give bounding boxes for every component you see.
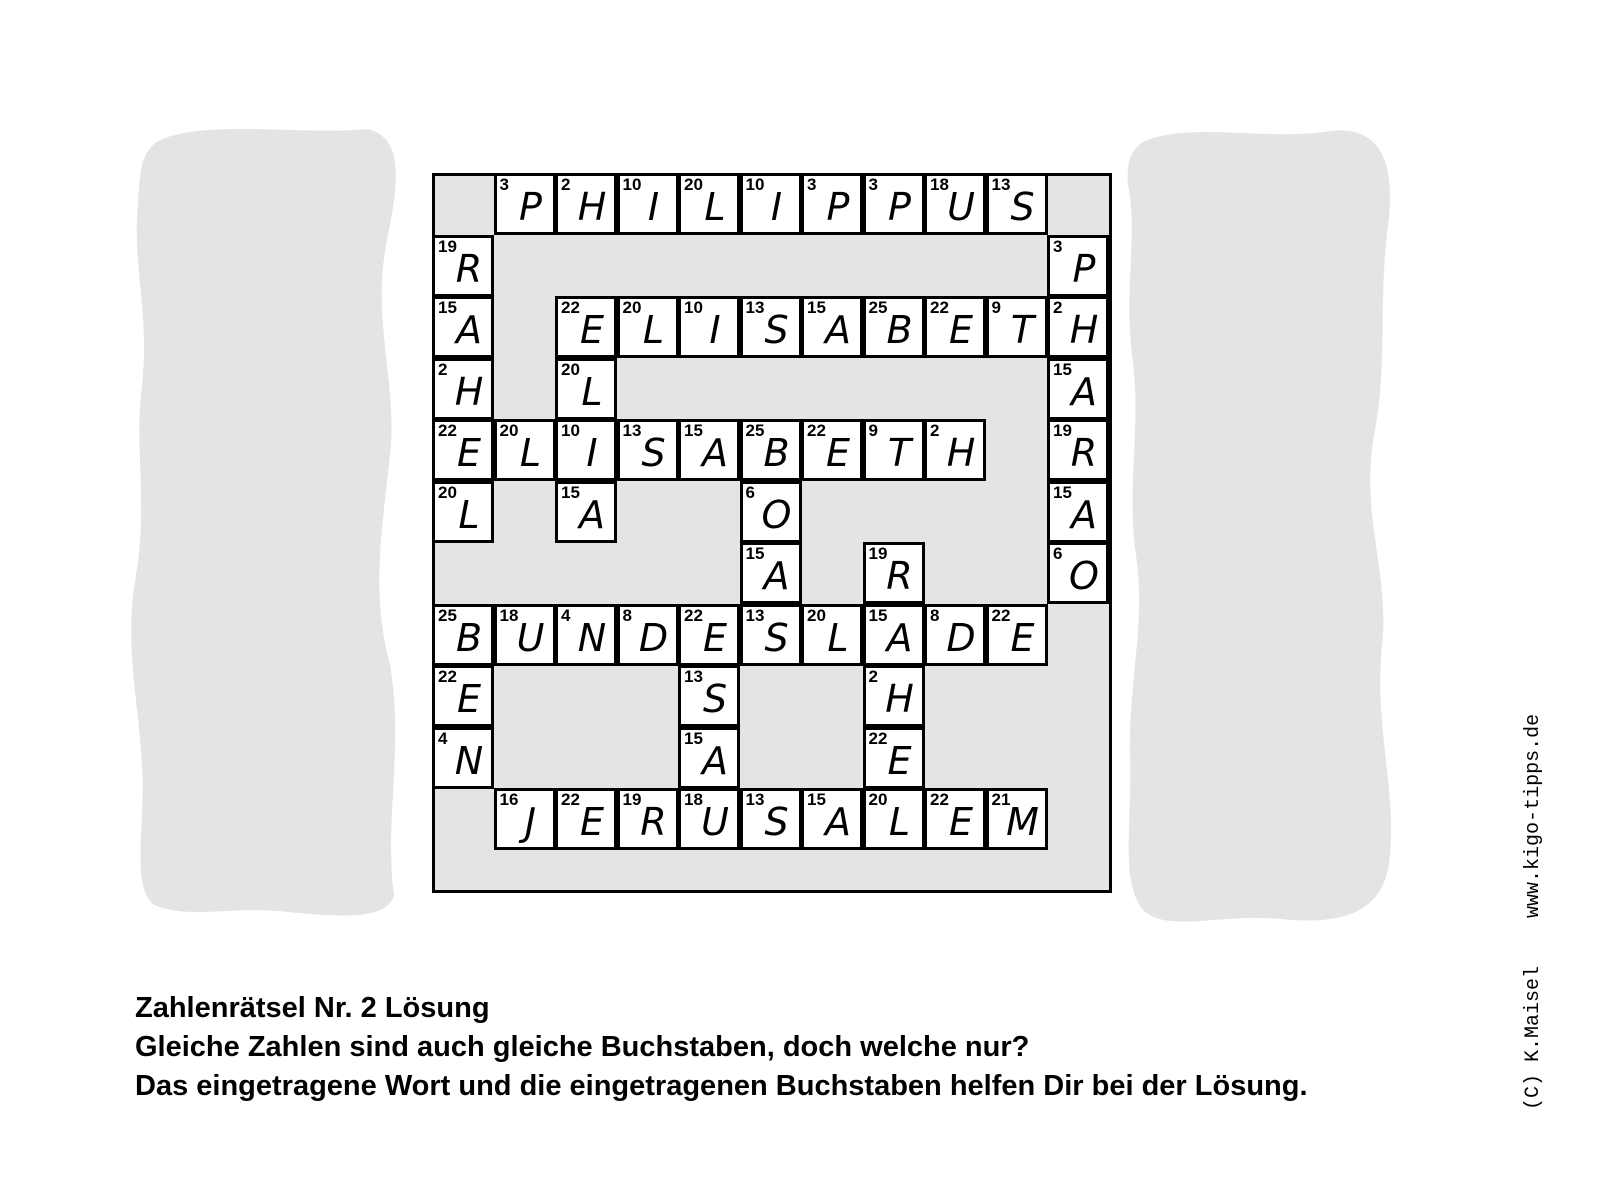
- cell-letter: O: [761, 492, 792, 537]
- cell-letter: P: [826, 185, 850, 229]
- cell-number: 3: [1053, 236, 1063, 256]
- crossword-cell: [863, 788, 925, 850]
- cell-number: 10: [561, 421, 580, 440]
- crossword-cell: [555, 173, 617, 235]
- crossword-cell: [678, 604, 740, 666]
- crossword-cell: [432, 481, 494, 543]
- cell-letter: A: [825, 308, 851, 352]
- cell-letter: A: [1071, 492, 1097, 537]
- cell-number: 15: [868, 605, 888, 625]
- puzzle-title: Zahlenrätsel Nr. 2 Lösung: [135, 992, 490, 1024]
- crossword-cell: [863, 665, 925, 727]
- cell-number: 19: [868, 544, 888, 563]
- cell-letter: L: [581, 369, 603, 414]
- cell-number: 25: [745, 421, 765, 440]
- crossword-cell: [432, 727, 494, 789]
- cell-letter: D: [946, 615, 976, 660]
- cell-letter: N: [454, 738, 484, 783]
- crossword-cell: [678, 173, 740, 235]
- cell-number: 15: [684, 728, 703, 748]
- cell-letter: T: [887, 431, 912, 475]
- cell-number: 9: [868, 421, 878, 440]
- cell-letter: E: [456, 677, 481, 721]
- crossword-cell: [1047, 481, 1109, 543]
- crossword-cell: [986, 788, 1048, 850]
- cell-number: 22: [561, 298, 580, 317]
- crossword-cell: [801, 173, 863, 235]
- cell-number: 15: [745, 544, 765, 563]
- cell-number: 13: [991, 175, 1011, 194]
- cell-letter: M: [1006, 800, 1039, 844]
- cell-letter: E: [456, 431, 481, 475]
- cell-number: 20: [807, 605, 826, 625]
- crossword-cell: [1047, 235, 1109, 297]
- cell-letter: U: [516, 615, 545, 660]
- cell-number: 4: [561, 605, 571, 625]
- cell-number: 15: [807, 298, 826, 317]
- crossword-cell: [924, 419, 986, 481]
- cell-number: 10: [622, 175, 642, 194]
- crossword-cell: [1047, 542, 1109, 604]
- crossword-cell: [863, 173, 925, 235]
- cell-letter: A: [886, 615, 913, 660]
- crossword-cell: [863, 296, 925, 358]
- cell-number: 2: [438, 359, 448, 379]
- cell-letter: E: [579, 308, 604, 352]
- cell-letter: N: [577, 615, 607, 660]
- cell-letter: E: [948, 800, 973, 844]
- cell-number: 3: [499, 175, 509, 194]
- cell-letter: R: [886, 554, 913, 598]
- crossword-cell: [432, 604, 494, 666]
- crossword-cell: [801, 296, 863, 358]
- cell-number: 20: [684, 175, 703, 194]
- crossword-grid: [432, 173, 1112, 893]
- cell-letter: J: [524, 800, 537, 844]
- website-credit: www.kigo-tipps.de: [1522, 713, 1545, 918]
- crossword-cell: [678, 727, 740, 789]
- cell-letter: L: [458, 492, 480, 537]
- cell-letter: E: [579, 800, 604, 844]
- crossword-cell: [1047, 358, 1109, 420]
- crossword-cell: [494, 604, 556, 666]
- cell-letter: L: [888, 800, 911, 844]
- crossword-cell: [617, 419, 679, 481]
- crossword-cell: [432, 296, 494, 358]
- crossword-cell: [432, 358, 494, 420]
- cell-letter: U: [947, 185, 975, 229]
- cell-letter: I: [770, 185, 783, 229]
- crossword-cell: [678, 296, 740, 358]
- crossword-cell: [555, 296, 617, 358]
- cell-number: 15: [684, 421, 703, 440]
- crossword-cell: [494, 788, 556, 850]
- cell-letter: E: [702, 615, 727, 660]
- cell-number: 6: [1053, 544, 1063, 563]
- cell-number: 22: [438, 667, 457, 686]
- cell-number: 10: [684, 298, 703, 317]
- cell-number: 20: [622, 298, 642, 317]
- cell-letter: S: [1010, 185, 1035, 229]
- crossword-cell: [555, 358, 617, 420]
- cell-number: 8: [622, 605, 632, 625]
- cell-letter: D: [638, 615, 669, 660]
- cell-number: 15: [1053, 482, 1072, 502]
- cell-number: 20: [438, 482, 457, 502]
- crossword-cell: [494, 419, 556, 481]
- crossword-cell: [740, 419, 802, 481]
- cell-number: 15: [438, 298, 457, 317]
- cell-number: 10: [745, 175, 765, 194]
- cell-number: 19: [622, 790, 642, 809]
- cell-number: 2: [868, 667, 878, 686]
- cell-number: 22: [930, 298, 949, 317]
- cell-number: 9: [991, 298, 1001, 317]
- cell-letter: E: [948, 308, 973, 352]
- right-decor-blob: [1120, 125, 1400, 935]
- crossword-cell: [986, 173, 1048, 235]
- cell-letter: A: [702, 431, 728, 475]
- cell-number: 16: [499, 790, 519, 809]
- crossword-cell: [740, 296, 802, 358]
- instruction-line-1: Gleiche Zahlen sind auch gleiche Buchstaben, doch welche nur?: [135, 1031, 1030, 1063]
- crossword-cell: [494, 173, 556, 235]
- left-decor-blob: [128, 125, 408, 925]
- crossword-cell: [863, 419, 925, 481]
- cell-number: 20: [499, 421, 519, 440]
- cell-number: 25: [868, 298, 888, 317]
- crossword-cell: [924, 788, 986, 850]
- cell-letter: P: [519, 185, 542, 229]
- crossword-cell: [924, 173, 986, 235]
- crossword-cell: [924, 296, 986, 358]
- cell-number: 15: [807, 790, 826, 809]
- cell-letter: S: [702, 677, 728, 721]
- cell-number: 25: [438, 605, 457, 625]
- crossword-cell: [740, 173, 802, 235]
- author-credit: (C) K.Maisel: [1522, 965, 1545, 1110]
- cell-number: 19: [438, 236, 457, 256]
- cell-number: 13: [622, 421, 642, 440]
- cell-number: 18: [684, 790, 703, 809]
- cell-letter: A: [579, 492, 605, 537]
- cell-letter: T: [1010, 308, 1035, 352]
- crossword-cell: [555, 788, 617, 850]
- cell-letter: B: [763, 431, 790, 475]
- cell-letter: H: [577, 185, 607, 229]
- cell-number: 22: [868, 728, 888, 748]
- crossword-cell: [740, 481, 802, 543]
- cell-number: 22: [561, 790, 580, 809]
- instruction-line-2: Das eingetragene Wort und die eingetragenen Buchstaben helfen Dir bei der Lösung.: [135, 1070, 1308, 1102]
- cell-number: 3: [807, 175, 817, 194]
- cell-number: 18: [930, 175, 949, 194]
- cell-letter: E: [1010, 615, 1035, 660]
- crossword-cell: [617, 173, 679, 235]
- cell-number: 13: [745, 298, 765, 317]
- cell-number: 13: [745, 605, 765, 625]
- copyright-credit: [1522, 714, 1545, 1110]
- crossword-cell: [740, 542, 802, 604]
- crossword-cell: [801, 604, 863, 666]
- cell-number: 6: [745, 482, 755, 502]
- cell-letter: S: [764, 800, 789, 844]
- cell-letter: H: [946, 431, 976, 475]
- cell-number: 13: [684, 667, 703, 686]
- cell-letter: L: [704, 185, 726, 229]
- crossword-cell: [1047, 296, 1109, 358]
- crossword-cell: [432, 419, 494, 481]
- crossword-cell: [863, 604, 925, 666]
- cell-number: 15: [1053, 359, 1072, 379]
- cell-letter: P: [888, 185, 911, 229]
- cell-number: 22: [438, 421, 457, 440]
- cell-number: 15: [561, 482, 580, 502]
- crossword-cell: [678, 419, 740, 481]
- cell-letter: I: [647, 185, 660, 229]
- cell-number: 18: [499, 605, 519, 625]
- cell-letter: R: [1070, 431, 1098, 475]
- cell-letter: A: [825, 800, 851, 844]
- crossword-cell: [1047, 419, 1109, 481]
- cell-number: 22: [930, 790, 949, 809]
- cell-number: 20: [561, 359, 580, 379]
- cell-letter: H: [885, 677, 914, 721]
- cell-letter: H: [1069, 308, 1099, 352]
- cell-letter: R: [640, 800, 667, 844]
- crossword-cell: [555, 419, 617, 481]
- cell-number: 22: [684, 605, 703, 625]
- cell-letter: A: [763, 554, 790, 598]
- cell-letter: U: [701, 800, 729, 844]
- crossword-cell: [678, 788, 740, 850]
- cell-number: 4: [438, 728, 448, 748]
- crossword-cell: [617, 604, 679, 666]
- cell-number: 22: [807, 421, 826, 440]
- crossword-cell: [924, 604, 986, 666]
- cell-number: 2: [1053, 298, 1063, 317]
- cell-letter: S: [641, 431, 666, 475]
- cell-letter: R: [455, 246, 483, 291]
- cell-letter: E: [887, 738, 912, 783]
- cell-letter: A: [456, 308, 482, 352]
- cell-number: 8: [930, 605, 940, 625]
- cell-letter: A: [1071, 369, 1097, 414]
- cell-letter: S: [764, 615, 789, 660]
- cell-letter: O: [1069, 554, 1099, 598]
- crossword-cell: [986, 604, 1048, 666]
- cell-letter: L: [642, 308, 665, 352]
- crossword-cell: [432, 665, 494, 727]
- crossword-cell: [740, 604, 802, 666]
- crossword-cell: [678, 665, 740, 727]
- cell-letter: I: [709, 308, 721, 352]
- cell-letter: L: [827, 615, 849, 660]
- crossword-cell: [555, 481, 617, 543]
- cell-letter: B: [455, 615, 483, 660]
- cell-letter: B: [886, 308, 913, 352]
- cell-number: 13: [745, 790, 765, 809]
- cell-letter: P: [1072, 246, 1096, 291]
- cell-number: 2: [561, 175, 571, 194]
- cell-number: 3: [868, 175, 878, 194]
- cell-letter: S: [764, 308, 789, 352]
- cell-letter: L: [519, 431, 542, 475]
- cell-number: 21: [991, 790, 1011, 809]
- cell-number: 22: [991, 605, 1011, 625]
- crossword-cell: [801, 419, 863, 481]
- cell-number: 20: [868, 790, 888, 809]
- crossword-cell: [617, 788, 679, 850]
- cell-number: 19: [1053, 421, 1072, 440]
- crossword-cell: [555, 604, 617, 666]
- cell-letter: E: [825, 431, 850, 475]
- crossword-cell: [801, 788, 863, 850]
- cell-letter: H: [454, 369, 484, 414]
- crossword-cell: [432, 235, 494, 297]
- crossword-cell: [740, 788, 802, 850]
- cell-number: 2: [930, 421, 940, 440]
- cell-letter: A: [702, 738, 728, 783]
- crossword-cell: [986, 296, 1048, 358]
- crossword-cell: [863, 727, 925, 789]
- cell-letter: I: [586, 431, 598, 475]
- crossword-cell: [617, 296, 679, 358]
- crossword-cell: [863, 542, 925, 604]
